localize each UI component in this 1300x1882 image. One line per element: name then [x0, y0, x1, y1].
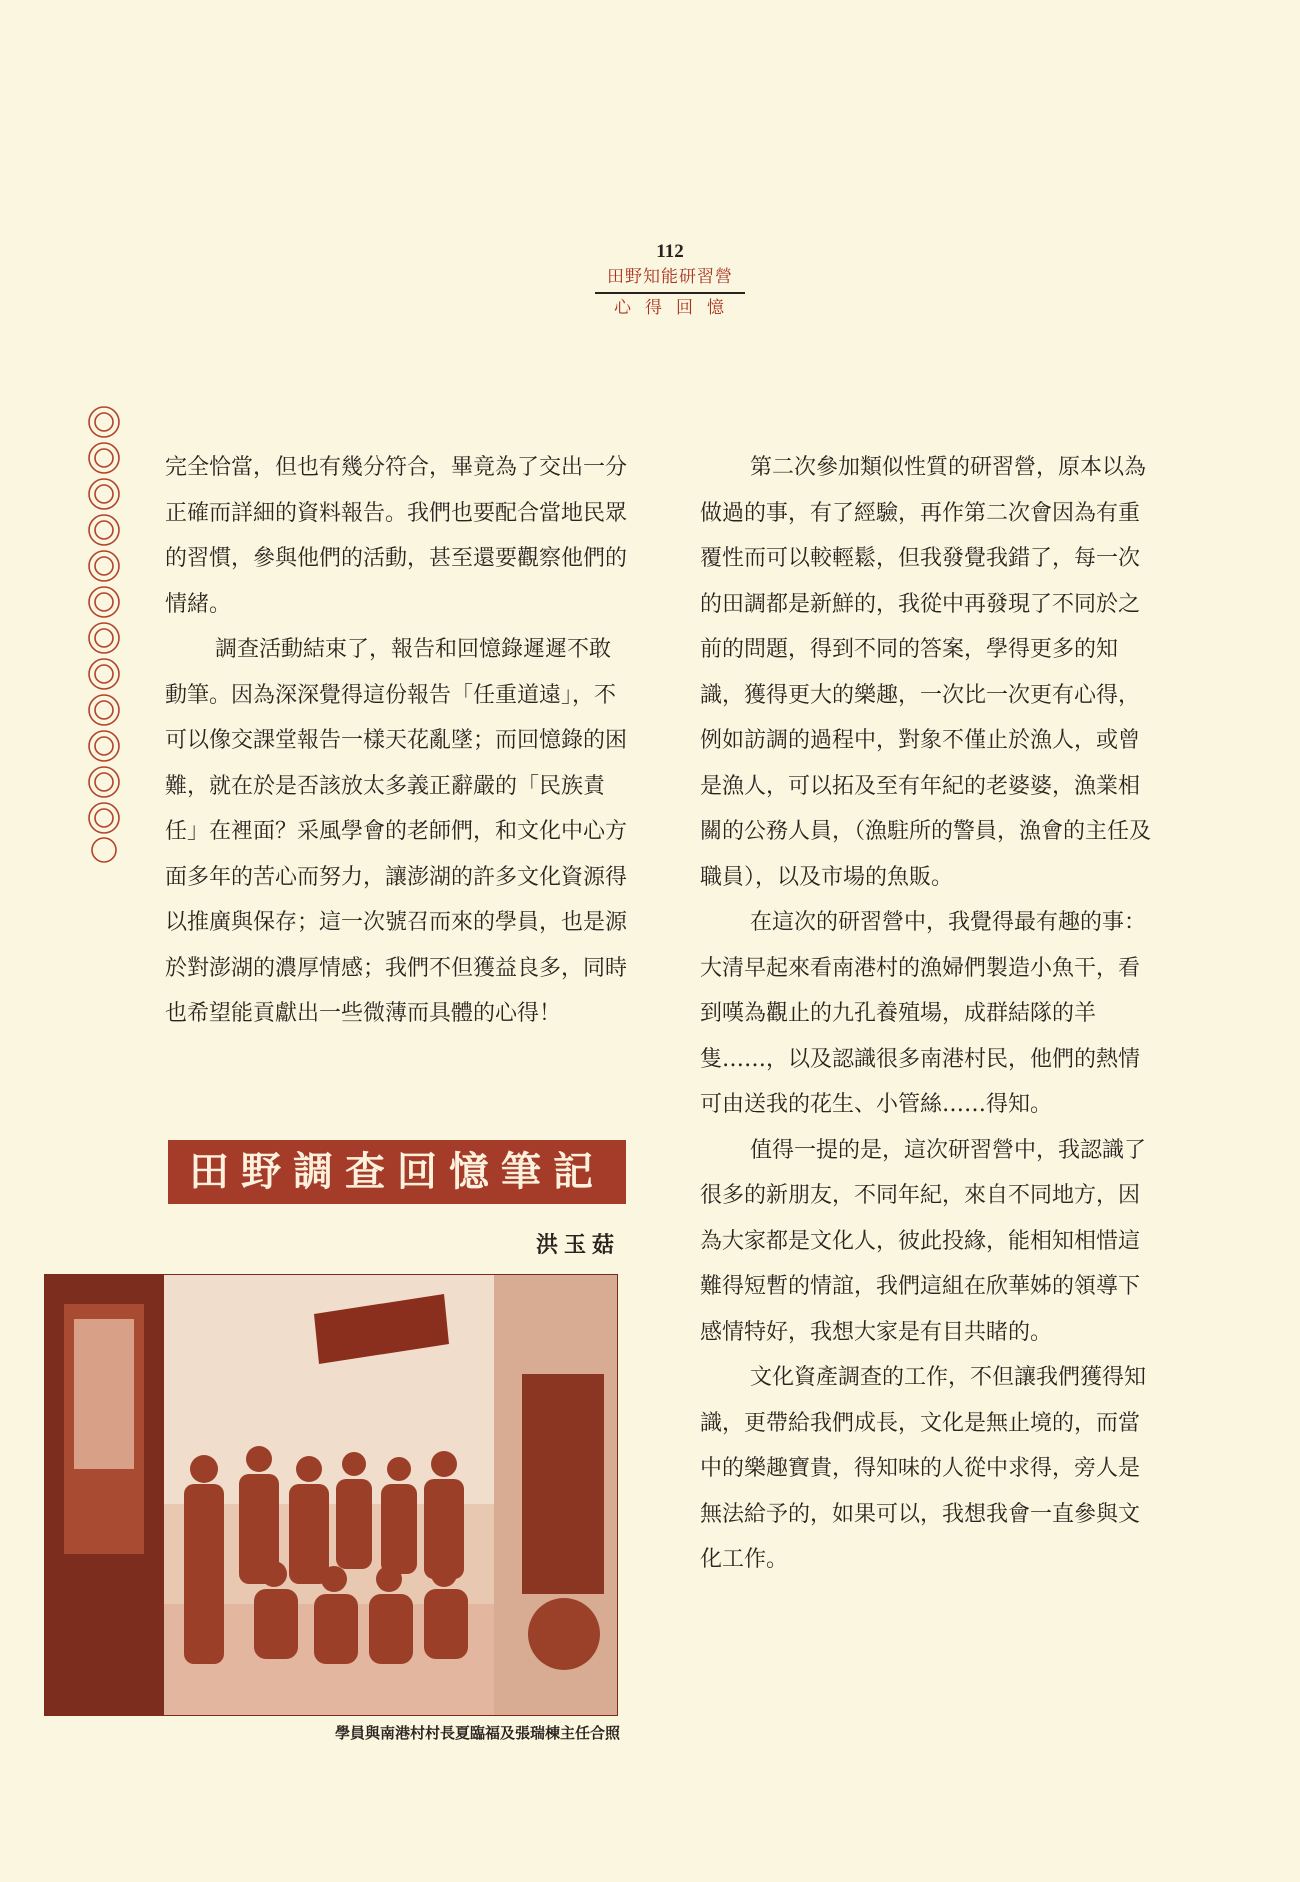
- right-paragraph-2: 在這次的研習營中，我覺得最有趣的事：大清早起來看南港村的漁婦們製造小魚干，看到嘆為觀止的九孔養殖場，成群結隊的羊隻……，以及認識很多南港村民，他們的熱情可由送我的花生、小管絲……得知。: [700, 910, 1147, 1117]
- article-author: 洪玉菇: [535, 1232, 620, 1258]
- left-paragraph-1: 完全恰當，但也有幾分符合，畢竟為了交出一分正確而詳細的資料報告。我們也要配合當地民眾的習慣，參與他們的活動，甚至還要觀察他們的情緒。: [165, 455, 628, 617]
- left-paragraph-2: 調查活動結束了，報告和回憶錄遲遲不敢動筆。因為深深覺得這份報告「任重道遠」，不可以像交課堂報告一樣天花亂墜；而回憶錄的困難，就在於是否該放太多義正辭嚴的「民族責任」在裡面？采風學會的老師們，和文化中心方面多年的苦心而努力，讓澎湖的許多文化資源得以推廣與保存；這一次號召而來的學員，也是源於對澎湖的濃厚情感；我們不但獲益良多，同時也希望能貢獻出一些微薄而具體的心得！: [165, 637, 628, 1026]
- left-column: [165, 445, 630, 1037]
- right-column: [700, 445, 1160, 1583]
- section-title: 心得回憶: [614, 298, 738, 318]
- right-paragraph-3: 值得一提的是，這次研習營中，我認識了很多的新朋友，不同年紀，來自不同地方，因為大家都是文化人，彼此投緣，能相知相惜這難得短暫的情誼，我們這組在欣華姊的領導下感情特好，我想大家是有目共睹的。: [700, 1137, 1147, 1345]
- series-title: 田野知能研習營: [607, 267, 733, 287]
- header-rule: [595, 292, 745, 294]
- seal-chain-ornament: [82, 400, 126, 870]
- page-header: [595, 240, 745, 319]
- right-paragraph-4: 文化資產調查的工作，不但讓我們獲得知識，更帶給我們成長，文化是無止境的，而當中的樂趣寶貴，得知味的人從中求得，旁人是無法給予的，如果可以，我想我會一直參與文化工作。: [700, 1365, 1147, 1572]
- article-title: 田野調查回憶筆記: [168, 1140, 626, 1204]
- right-paragraph-1: 第二次參加類似性質的研習營，原本以為做過的事，有了經驗，再作第二次會因為有重覆性而可以較輕鬆，但我發覺我錯了，每一次的田調都是新鮮的，我從中再發現了不同於之前的問題，得到不同的答案，學得更多的知識，獲得更大的樂趣，一次比一次更有心得，例如訪調的過程中，對象不僅止於漁人，或曾是漁人，可以拓及至有年紀的老婆婆，漁業相關的公務人員，（漁駐所的警員，漁會的主任及職員），以及市場的魚販。: [700, 455, 1152, 890]
- group-photo: [44, 1274, 618, 1716]
- page-number: 112: [656, 241, 684, 262]
- photo-caption: 學員與南港村村長夏臨福及張瑞棟主任合照: [334, 1724, 620, 1742]
